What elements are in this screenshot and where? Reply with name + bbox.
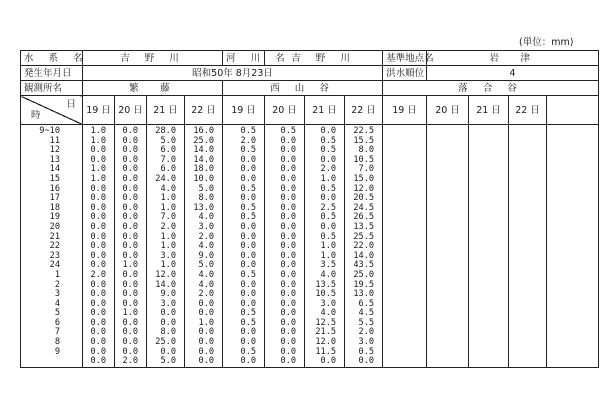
- rain-value: 1.0: [160, 202, 176, 213]
- rain-value: 1.0: [160, 193, 176, 204]
- rain-value: 2.5: [320, 202, 337, 213]
- rain-value: 6.0: [160, 145, 176, 156]
- rain-value: 2.0: [90, 269, 106, 280]
- rain-value: 0.0: [122, 145, 138, 156]
- rain-value: 18.0: [193, 164, 215, 175]
- value-column: [427, 125, 469, 368]
- rain-value: 2.0: [198, 231, 215, 242]
- rain-value: 0.0: [240, 164, 257, 175]
- rain-value: 0.0: [90, 317, 106, 328]
- rain-value: 5.0: [160, 356, 176, 367]
- day-header: 22 日: [509, 96, 547, 125]
- day-header: 21 日: [147, 96, 185, 125]
- rain-value: 1.0: [90, 126, 106, 136]
- day-header: 20 日: [427, 96, 469, 125]
- rain-value: 0.0: [280, 164, 297, 175]
- rain-value: 0.0: [280, 231, 297, 242]
- rain-value: 0.0: [122, 173, 138, 184]
- rain-value: 2.0: [122, 356, 138, 367]
- rain-value: 4.0: [198, 269, 215, 280]
- rain-value: 2.0: [160, 221, 176, 232]
- rain-value: 1.0: [122, 308, 138, 319]
- rain-value: 9.0: [160, 289, 176, 300]
- day-corner-label: 日: [66, 99, 76, 110]
- rain-value: 0.0: [90, 202, 106, 213]
- rain-value: 0.0: [122, 231, 138, 242]
- rain-value: 0.0: [358, 356, 375, 367]
- rain-value: 0.0: [90, 308, 106, 319]
- hour-label: 11: [49, 135, 60, 146]
- rain-value: 0.0: [160, 308, 176, 319]
- hour-label: 22: [49, 241, 60, 252]
- rain-value: 0.0: [280, 212, 297, 223]
- rain-value: 0.0: [240, 327, 257, 338]
- rain-value: 5.5: [358, 317, 375, 328]
- rain-value: 3.0: [160, 298, 176, 309]
- rain-value: 0.0: [240, 289, 257, 300]
- day-header: 21 日: [305, 96, 345, 125]
- rain-value: 0.0: [280, 173, 297, 184]
- rain-value: 24.0: [155, 173, 176, 184]
- rain-value: 0.0: [240, 231, 257, 242]
- day-header: 19 日: [223, 96, 265, 125]
- rain-value: 0.0: [90, 212, 106, 223]
- rain-value: 15.0: [353, 173, 375, 184]
- rain-value: 0.0: [280, 298, 297, 309]
- day-header: 21 日: [469, 96, 509, 125]
- rain-value: 0.0: [280, 154, 297, 165]
- hour-label: 17: [49, 193, 60, 204]
- rain-value: 0.0: [90, 183, 106, 194]
- rain-value: 0.0: [90, 221, 106, 232]
- rain-value: 8.0: [160, 327, 176, 338]
- rain-value: 0.0: [122, 154, 138, 165]
- rain-value: 25.0: [193, 135, 215, 146]
- rain-value: 0.0: [122, 327, 138, 338]
- rain-value: 0.0: [122, 126, 138, 136]
- rain-value: 0.0: [240, 193, 257, 204]
- rain-value: 25.5: [353, 231, 375, 242]
- rain-value: 7.0: [160, 154, 176, 165]
- rain-value: 2.0: [240, 135, 257, 146]
- rain-value: 1.0: [160, 241, 176, 252]
- rain-value: 13.0: [193, 202, 215, 213]
- flood-rank-value: 4: [427, 66, 599, 81]
- rain-value: 1.0: [320, 241, 337, 252]
- value-column: [185, 125, 223, 368]
- rain-value: 10.5: [315, 289, 337, 300]
- rain-value: 0.0: [198, 298, 215, 309]
- rain-value: 0.0: [122, 221, 138, 232]
- rain-value: 0.5: [280, 126, 297, 136]
- rain-value: 4.0: [198, 241, 215, 252]
- rain-value: 0.0: [122, 164, 138, 175]
- rain-value: 0.0: [122, 289, 138, 300]
- rain-value: 8.0: [358, 145, 375, 156]
- day-row: [21, 96, 599, 125]
- hour-label: 19: [49, 212, 60, 223]
- flood-rank-label: 洪水順位: [383, 66, 427, 81]
- rain-value: 12.0: [155, 269, 176, 280]
- rain-value: 0.0: [240, 250, 257, 261]
- rainfall-table: [20, 50, 599, 368]
- day-header: 22 日: [185, 96, 223, 125]
- rain-value: 7.0: [358, 164, 375, 175]
- rain-value: 0.0: [280, 221, 297, 232]
- rain-value: 0.0: [90, 145, 106, 156]
- rain-value: 0.0: [122, 269, 138, 280]
- rain-value: 0.5: [320, 231, 337, 242]
- rain-value: 0.0: [122, 183, 138, 194]
- rain-value: 0.0: [90, 327, 106, 338]
- rain-value: 3.0: [320, 298, 337, 309]
- value-column: [383, 125, 427, 368]
- rain-value: 0.0: [122, 193, 138, 204]
- rain-value: 0.0: [122, 317, 138, 328]
- rain-value: 0.0: [198, 346, 215, 357]
- station-name-2: 西 山 谷: [223, 81, 383, 96]
- rain-value: 10.5: [353, 154, 375, 165]
- hour-column: [21, 125, 83, 368]
- hour-label: 5: [54, 308, 60, 319]
- hour-label: 3: [54, 289, 60, 300]
- hour-label: 9: [54, 346, 60, 357]
- rain-value: 3.0: [198, 221, 215, 232]
- rain-value: 0.5: [240, 183, 257, 194]
- hour-label: 12: [49, 145, 60, 156]
- rain-value: 0.0: [198, 337, 215, 348]
- rain-value: 0.0: [280, 337, 297, 348]
- rain-value: 0.5: [320, 135, 337, 146]
- rain-value: 0.0: [280, 279, 297, 290]
- rain-value: 0.0: [240, 356, 257, 367]
- value-column: [305, 125, 345, 368]
- rain-value: 0.0: [198, 308, 215, 319]
- rain-value: 21.5: [315, 327, 337, 338]
- rain-value: 4.5: [358, 308, 375, 319]
- station-name-1: 繁 藤: [83, 81, 223, 96]
- rain-value: 25.0: [353, 269, 375, 280]
- rain-value: 0.0: [240, 260, 257, 271]
- rain-value: 12.0: [315, 337, 337, 348]
- rain-value: 12.5: [315, 317, 337, 328]
- rain-value: 24.5: [353, 202, 375, 213]
- rain-value: 3.0: [358, 337, 375, 348]
- value-column: [345, 125, 383, 368]
- rain-value: 3.0: [160, 250, 176, 261]
- rain-value: 13.5: [353, 221, 375, 232]
- rain-value: 2.0: [358, 327, 375, 338]
- rain-value: 0.5: [240, 346, 257, 357]
- hour-label: 14: [49, 164, 60, 175]
- rain-value: 0.0: [90, 279, 106, 290]
- rain-value: 0.5: [320, 145, 337, 156]
- rain-value: 0.0: [240, 173, 257, 184]
- rain-value: 0.0: [122, 250, 138, 261]
- rain-value: 6.0: [160, 164, 176, 175]
- rain-value: 0.0: [160, 317, 176, 328]
- rain-value: 1.0: [160, 231, 176, 242]
- rain-value: 14.0: [353, 250, 375, 261]
- rain-value: 0.5: [240, 269, 257, 280]
- rain-value: 0.0: [90, 346, 106, 357]
- station-row: [21, 81, 599, 96]
- rain-value: 26.5: [353, 212, 375, 223]
- value-column: [265, 125, 305, 368]
- rain-value: 0.5: [240, 145, 257, 156]
- rain-value: 0.0: [280, 145, 297, 156]
- rain-value: 0.0: [280, 202, 297, 213]
- rain-value: 0.0: [240, 279, 257, 290]
- rain-value: 0.0: [320, 356, 337, 367]
- rain-value: 0.5: [240, 212, 257, 223]
- rain-value: 0.0: [280, 250, 297, 261]
- rain-value: 5.0: [198, 183, 215, 194]
- date-label: 発生年月日: [21, 66, 83, 81]
- base-point-value: 岩 津: [427, 51, 599, 66]
- rain-value: 4.0: [320, 269, 337, 280]
- rain-value: 0.0: [122, 241, 138, 252]
- rain-value: 0.0: [90, 337, 106, 348]
- rain-value: 10.0: [193, 173, 215, 184]
- rain-value: 0.0: [90, 231, 106, 242]
- rain-value: 11.5: [315, 346, 337, 357]
- hour-label: 16: [49, 183, 60, 194]
- rain-value: 5.0: [198, 260, 215, 271]
- rain-value: 0.0: [240, 154, 257, 165]
- rain-value: 0.0: [198, 356, 215, 367]
- value-column: [83, 125, 115, 368]
- rain-value: 2.0: [198, 289, 215, 300]
- rain-value: 13.0: [353, 289, 375, 300]
- rain-value: 0.0: [240, 241, 257, 252]
- rain-value: 0.0: [90, 260, 106, 271]
- rain-value: 0.0: [122, 298, 138, 309]
- hour-label: 9~10: [39, 126, 60, 136]
- rain-value: 0.5: [320, 212, 337, 223]
- station-name-3: 落 合 谷: [383, 81, 599, 96]
- rain-value: 4.0: [198, 279, 215, 290]
- rain-value: 22.5: [353, 126, 375, 136]
- rain-value: 0.0: [122, 337, 138, 348]
- rain-value: 3.5: [320, 260, 337, 271]
- rain-value: 22.0: [353, 241, 375, 252]
- rain-value: 0.5: [240, 308, 257, 319]
- unit-note: (単位：mm): [519, 37, 574, 48]
- rain-value: 0.0: [280, 308, 297, 319]
- rain-value: 0.0: [240, 298, 257, 309]
- rain-value: 0.0: [280, 356, 297, 367]
- rain-value: 12.0: [353, 183, 375, 194]
- rain-value: 0.0: [280, 193, 297, 204]
- rain-value: 0.0: [122, 202, 138, 213]
- river-value: 吉 野 川: [265, 51, 383, 66]
- hour-label: 23: [49, 250, 60, 261]
- header-row-1: [21, 51, 599, 66]
- spacer-cell: [547, 96, 599, 125]
- rain-value: 25.0: [155, 337, 176, 348]
- value-column: [509, 125, 547, 368]
- hour-label: 18: [49, 202, 60, 213]
- rain-value: 0.0: [280, 346, 297, 357]
- header-row-2: [21, 66, 599, 81]
- rain-value: 0.0: [240, 337, 257, 348]
- rain-value: 0.5: [240, 126, 257, 136]
- hour-label: 7: [54, 327, 60, 338]
- station-label: 観測所名: [21, 81, 83, 96]
- rain-value: 6.5: [358, 298, 375, 309]
- rain-value: 0.0: [90, 289, 106, 300]
- spacer-cell: [547, 125, 599, 368]
- rain-value: 4.0: [198, 212, 215, 223]
- rain-value: 0.5: [240, 317, 257, 328]
- rain-value: 0.0: [280, 135, 297, 146]
- rain-value: 43.5: [353, 260, 375, 271]
- day-header: 20 日: [265, 96, 305, 125]
- hour-label: 6: [54, 317, 60, 328]
- rain-value: 5.0: [160, 135, 176, 146]
- rain-value: 2.0: [320, 164, 337, 175]
- hour-label: 8: [54, 337, 60, 348]
- rain-value: 0.0: [280, 183, 297, 194]
- base-point-label: 基準地点名: [383, 51, 427, 66]
- rain-value: 7.0: [160, 212, 176, 223]
- hour-label: 1: [54, 269, 60, 280]
- hour-label: 20: [49, 221, 60, 232]
- rain-value: 14.0: [193, 154, 215, 165]
- rain-value: 0.0: [320, 126, 337, 136]
- rain-value: 8.0: [198, 193, 215, 204]
- rain-value: 0.0: [280, 269, 297, 280]
- rain-value: 14.0: [193, 145, 215, 156]
- rain-value: 1.0: [90, 164, 106, 175]
- hour-label: 24: [49, 260, 60, 271]
- rain-value: 4.0: [320, 308, 337, 319]
- value-column: [223, 125, 265, 368]
- rain-value: 0.0: [90, 356, 106, 367]
- value-column: [469, 125, 509, 368]
- rain-value: 0.0: [160, 346, 176, 357]
- day-header: 20 日: [115, 96, 147, 125]
- rain-value: 0.0: [320, 193, 337, 204]
- rain-value: 1.0: [90, 135, 106, 146]
- hour-corner-label: 時: [31, 110, 41, 121]
- rain-value: 0.0: [280, 241, 297, 252]
- rain-value: 20.5: [353, 193, 375, 204]
- rain-value: 0.0: [90, 250, 106, 261]
- rain-value: 0.0: [280, 327, 297, 338]
- rain-value: 19.5: [353, 279, 375, 290]
- rain-value: 0.5: [358, 346, 375, 357]
- day-hour-corner: [21, 96, 83, 125]
- hour-label: 13: [49, 154, 60, 165]
- rain-value: 28.0: [155, 126, 176, 136]
- rain-value: 0.0: [280, 289, 297, 300]
- rain-value: 0.0: [240, 221, 257, 232]
- day-header: 22 日: [345, 96, 383, 125]
- rain-value: 0.0: [198, 327, 215, 338]
- river-label: 河 川 名: [223, 51, 265, 66]
- day-header: 19 日: [83, 96, 115, 125]
- rain-value: 0.0: [90, 154, 106, 165]
- rain-value: 0.0: [122, 212, 138, 223]
- river-system-label: 水 系 名: [21, 51, 83, 66]
- rain-value: 0.0: [90, 193, 106, 204]
- rain-value: 0.0: [280, 317, 297, 328]
- rain-value: 0.0: [280, 260, 297, 271]
- rain-value: 14.0: [155, 279, 176, 290]
- rain-value: 0.0: [320, 154, 337, 165]
- rain-value: 0.5: [320, 183, 337, 194]
- rain-value: 1.0: [90, 173, 106, 184]
- rain-value: 9.0: [198, 250, 215, 261]
- river-system-value: 吉 野 川: [83, 51, 223, 66]
- day-header: 19 日: [383, 96, 427, 125]
- rain-value: 0.0: [122, 346, 138, 357]
- hour-label: 4: [54, 298, 60, 309]
- rain-value: 0.0: [320, 221, 337, 232]
- hour-label: 15: [49, 173, 60, 184]
- rain-value: 0.0: [122, 279, 138, 290]
- rain-value: 0.5: [240, 202, 257, 213]
- date-value: 昭和50年 8月23日: [83, 66, 383, 81]
- data-body-row: [21, 125, 599, 368]
- rain-value: 1.0: [320, 173, 337, 184]
- rain-value: 0.0: [90, 241, 106, 252]
- hour-label: 2: [54, 279, 60, 290]
- rain-value: 16.0: [193, 126, 215, 136]
- rain-value: 0.0: [122, 135, 138, 146]
- rain-value: 1.0: [198, 317, 215, 328]
- rain-value: 0.0: [90, 298, 106, 309]
- hour-label: 21: [49, 231, 60, 242]
- rain-value: 15.5: [353, 135, 375, 146]
- rain-value: 1.0: [160, 260, 176, 271]
- rain-value: 4.0: [160, 183, 176, 194]
- rain-value: 13.5: [315, 279, 337, 290]
- value-column: [147, 125, 185, 368]
- rain-value: 1.0: [122, 260, 138, 271]
- value-column: [115, 125, 147, 368]
- rain-value: 1.0: [320, 250, 337, 261]
